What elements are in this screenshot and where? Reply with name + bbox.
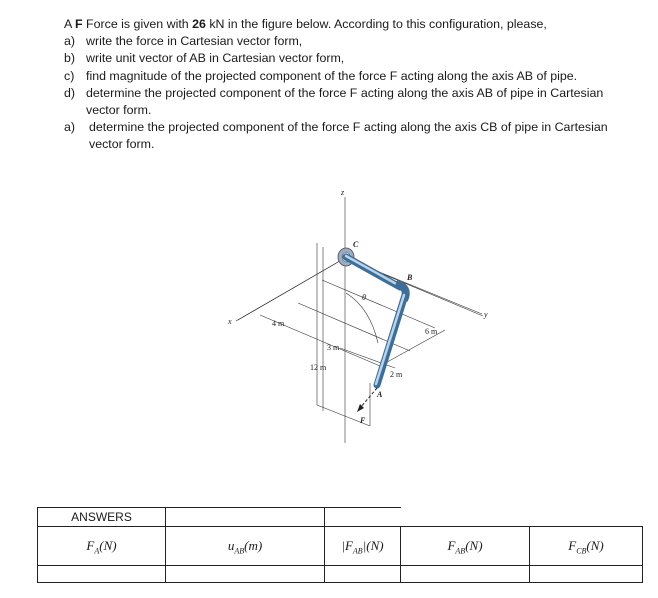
- answer-col-magnitude-ab: $|F_{AB}|(N)$: [325, 527, 401, 566]
- x-axis-label: x: [228, 317, 232, 326]
- pipe-figure: [220, 183, 500, 443]
- answer-col-projected-ab: $F_{AB}(N)$: [401, 527, 530, 566]
- force-value: 26: [192, 17, 206, 31]
- theta-label: θ: [362, 293, 366, 302]
- dim-2m: 2 m: [390, 370, 403, 379]
- x-axis: [236, 258, 345, 321]
- point-c-label: C: [353, 240, 359, 249]
- answer-input-projected-ab[interactable]: [401, 566, 530, 583]
- dim-3m: 3 m: [327, 343, 340, 352]
- answer-input-magnitude-ab[interactable]: [325, 566, 401, 583]
- z-axis-label: z: [341, 188, 345, 197]
- problem-intro: A F Force is given with 26 kN in the figure below. According to this configuration, please,: [64, 17, 547, 31]
- answer-input-force-a[interactable]: [38, 566, 166, 583]
- force-label: F: [360, 416, 366, 425]
- question-e: a) determine the projected component of the force F acting along the axis CB of pipe in Cartesian vector form.: [64, 120, 608, 152]
- answers-header: ANSWERS: [38, 508, 166, 527]
- question-b: b) write unit vector of AB in Cartesian vector form,: [64, 51, 345, 66]
- point-b-label: B: [407, 273, 413, 282]
- answer-col-unit-ab: $u_{AB}(m)$: [166, 527, 325, 566]
- question-c: c) find magnitude of the projected component of the force F acting along the axis AB of pipe.: [64, 68, 578, 83]
- y-axis-label: y: [484, 310, 488, 319]
- answers-table: [37, 507, 643, 583]
- dim-6m: 6 m: [425, 327, 438, 336]
- floor-lines: [238, 243, 483, 426]
- dim-4m: 4 m: [272, 319, 285, 328]
- answer-col-force-a: $F_A(N)$: [38, 527, 166, 566]
- answer-input-unit-ab[interactable]: [166, 566, 325, 583]
- answer-col-projected-cb: $F_{CB}(N)$: [530, 527, 643, 566]
- question-d: d) determine the projected component of the force F acting along the axis AB of pipe in Cartesian vector form.: [64, 85, 604, 118]
- problem-statement: [64, 16, 624, 154]
- point-a-label: A: [377, 390, 383, 399]
- question-a: a) write the force in Cartesian vector form,: [64, 34, 303, 49]
- force-name: F: [75, 17, 83, 31]
- force-arrow: [360, 388, 377, 408]
- answer-input-projected-cb[interactable]: [530, 566, 643, 583]
- dim-12m: 12 m: [310, 363, 327, 372]
